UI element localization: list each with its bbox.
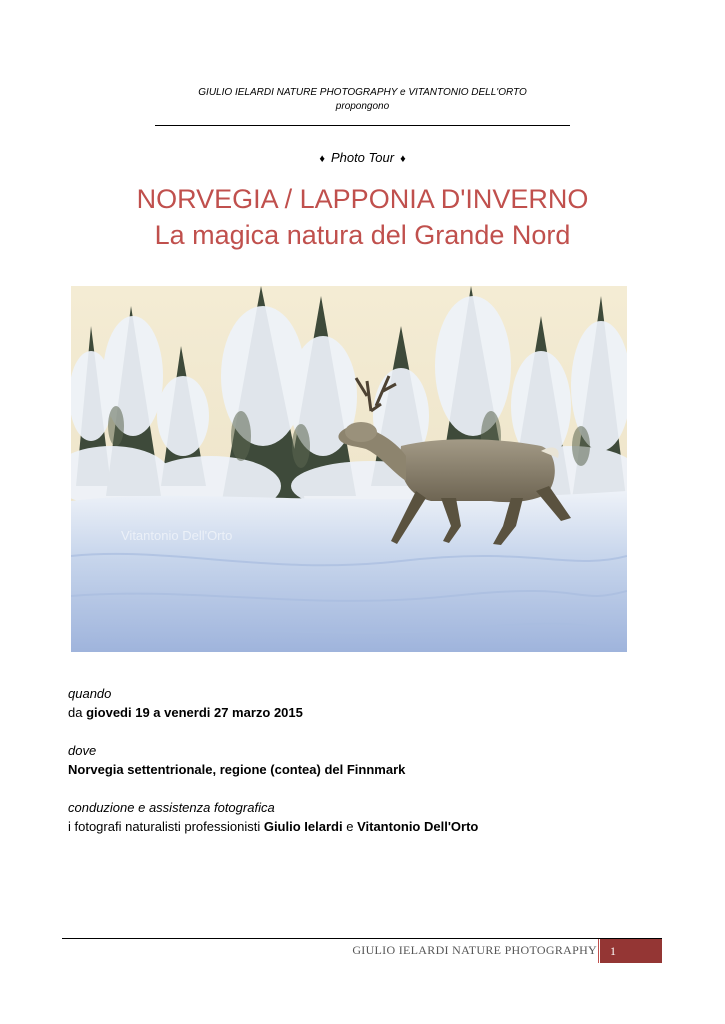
guide-name-2: Vitantonio Dell'Orto (357, 819, 479, 834)
guides-conj: e (346, 819, 354, 834)
when-prefix: da (68, 705, 83, 720)
diamond-bullet-icon: ♦ (319, 153, 325, 165)
photo-tour-label: Photo Tour (330, 150, 395, 165)
photo-watermark: Vitantonio Dell'Orto (121, 528, 233, 543)
footer-separator (598, 939, 599, 963)
when-dates: giovedi 19 a venerdi 27 marzo 2015 (86, 705, 303, 720)
header-divider (155, 125, 570, 126)
footer-text: GIULIO IELARDI NATURE PHOTOGRAPHY (352, 943, 597, 957)
photo-tour-line (0, 150, 725, 165)
diamond-bullet-icon: ♦ (400, 153, 406, 165)
guides-section (68, 798, 478, 836)
where-label: dove (68, 743, 97, 758)
document-title: NORVEGIA / LAPPONIA D'INVERNO (136, 184, 589, 214)
guide-name-1: Giulio Ielardi (263, 819, 343, 834)
where-value: Norvegia settentrionale, regione (contea) del Finnmark (68, 762, 406, 777)
where-section (68, 741, 405, 779)
guides-line (68, 817, 478, 836)
when-section (68, 684, 303, 722)
document-subtitle: La magica natura del Grande Nord (154, 220, 571, 250)
document-header (0, 86, 725, 114)
guides-label: conduzione e assistenza fotografica (68, 800, 275, 815)
when-label: quando (68, 686, 112, 701)
guides-prefix: i fotografi naturalisti professionisti (68, 819, 261, 834)
when-value-line (68, 703, 303, 722)
header-organizers: GIULIO IELARDI NATURE PHOTOGRAPHY e VITANTONIO DELL'ORTO (198, 87, 527, 98)
page-number: 1 (600, 939, 662, 963)
reindeer-photo (71, 286, 627, 652)
footer-divider (62, 938, 662, 939)
header-propongono: propongono (335, 101, 390, 112)
